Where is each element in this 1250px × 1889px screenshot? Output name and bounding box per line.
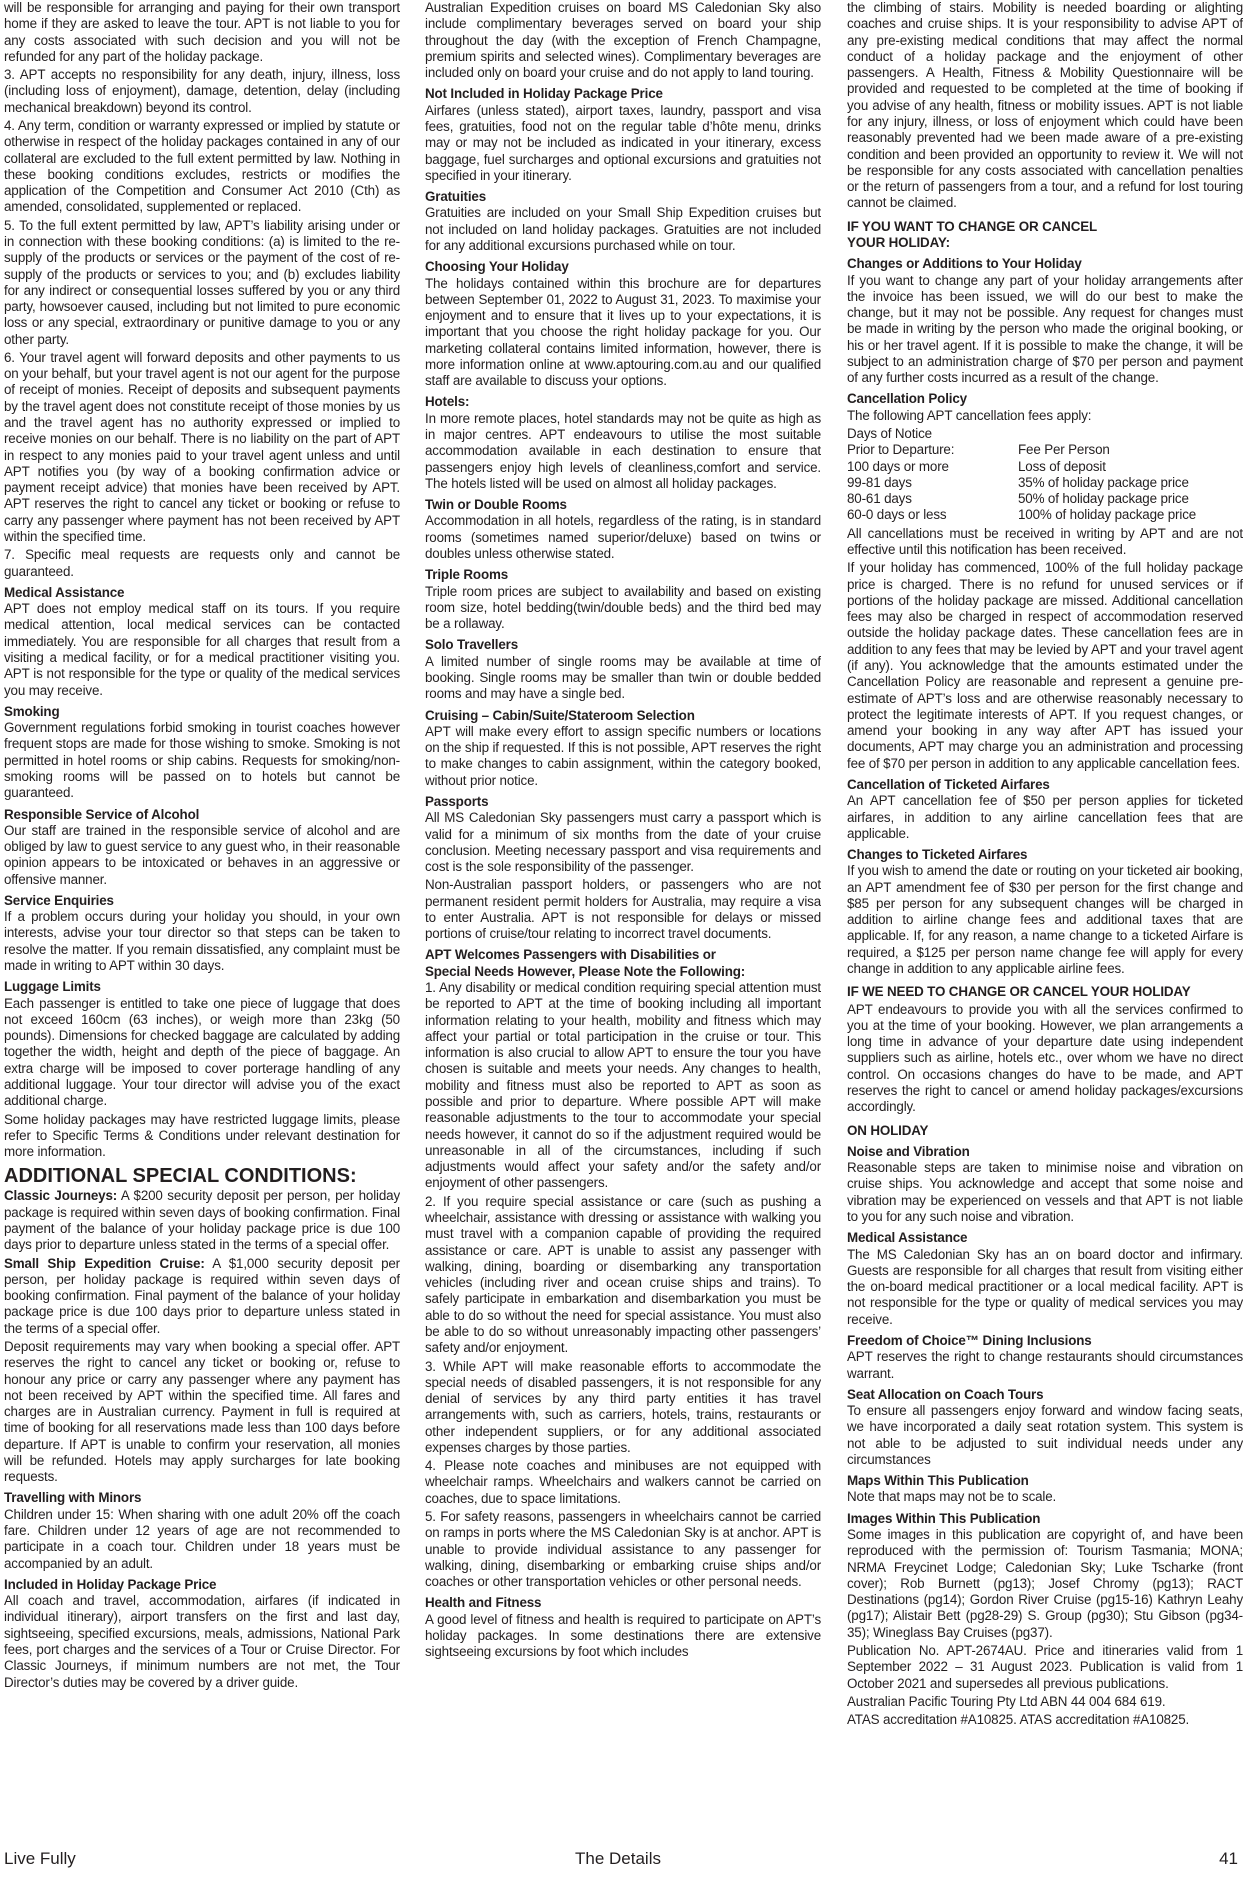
section-heading-images: Images Within This Publication: [847, 1510, 1041, 1526]
heading-line: Special Needs However, Please Note the Following:: [425, 963, 746, 979]
section-heading-changes-additions: Changes or Additions to Your Holiday: [847, 256, 1082, 272]
paragraph: Some holiday packages may have restricted luggage limits, please refer to Specific Terms & Conditions under relevant destination for more information.: [4, 1111, 400, 1160]
section-heading-luggage: Luggage Limits: [4, 979, 101, 995]
paragraph: To ensure all passengers enjoy forward and window facing seats, we have incorporated a daily seat rotation system. This system is not able to be adjusted to suit individual needs under any circumstances: [847, 1403, 1243, 1467]
paragraph: 5. To the full extent permitted by law, APT’s liability arising under or in connection with these booking conditions: (a) is limited to the re-supply of the products or services or the payment of the cost of re-supply of the products or services to you; and (b) excludes liability for any indirect or consequential losses suffered by you or any third party, howsoever caused, including but not limited to pure economic loss or any special, extraordinary or punitive damage to you or any other party.: [4, 217, 400, 347]
lead-label: Classic Journeys:: [4, 1188, 118, 1204]
heading-line: APT Welcomes Passengers with Disabilities or: [425, 947, 716, 963]
fee-days: 80-61 days: [847, 491, 912, 507]
section-heading-hotels: Hotels:: [425, 394, 470, 410]
fee-days: 100 days or more: [847, 458, 949, 474]
paragraph: 4. Please note coaches and minibuses are not equipped with wheelchair ramps. Wheelchairs and walkers cannot be carried on coaches, due to space limitations.: [425, 1458, 821, 1506]
paragraph: Each passenger is entitled to take one piece of luggage that does not exceed 160cm (63 inches), or weigh more than 23kg (50 pounds). Dimensions for checked baggage are calculated by adding together the width, height and depth of the piece of baggage. An extra charge will be imposed to cover porterage handling of any additional luggage. Your tour director will advise you of the exact additional charge.: [4, 995, 400, 1109]
paragraph: [4, 1188, 400, 1253]
paragraph: APT does not employ medical staff on its tours. If you require medical attention, local medical services can be contacted immediately. You are responsible for all charges that result from a visiting a medical facility, or for a medical practitioner visiting you. APT is not responsible for the type or quality of the medical services you may receive.: [4, 601, 400, 698]
section-heading-medical: Medical Assistance: [4, 584, 125, 600]
paragraph: If you wish to amend the date or routing on your ticketed air booking, an APT amendment fee of $30 per person for the first change and $85 per person for any subsequent changes will be charged in addition to airline change fees and additional taxes that are applicable. If, for any reason, a name change to a ticketed Airfare is required, a $125 per person name change fee will apply for every change in addition to any applicable airline fees.: [847, 863, 1243, 977]
fee-table-header: [847, 442, 1243, 458]
paragraph: If you want to change any part of your holiday arrangements after the invoice has been issued, we will do our best to make the change, but it may not be possible. Any request for changes must be made in writing by the person who made the original booking, or his or her travel agent. If it is possible to make the change, it will be subject to an administration charge of $70 per person and payment of any further costs incurred as a result of the change.: [847, 272, 1243, 386]
paragraph: 2. If you require special assistance or care (such as pushing a wheelchair, assistance with dressing or assistance with walking you must travel with a companion capable of providing the required assistance or care. APT is unable to assist any passenger with walking, dining, boarding or disembarking any transportation vehicles (including river and ocean cruise ships and trains). To safely participate in embarkation and disembarkation you must be able to do so without the need for special assistance. You must also be able to do so without unreasonably impacting other passengers’ safety and/or enjoyment.: [425, 1193, 821, 1356]
cancellation-fee-table: [847, 426, 1243, 524]
paragraph: The holidays contained within this brochure are for departures between September 01, 2022 to August 31, 2023. To maximise your enjoyment and to ensure that it lives up to your expectations, it is important that you choose the right holiday package for you. Our marketing collateral contains limited information, however, there is more information online at www.aptouring.com.au and our qualified staff are available to discuss your options.: [425, 275, 821, 389]
paragraph: Australian Pacific Touring Pty Ltd ABN 44 004 684 619.: [847, 1693, 1166, 1709]
paragraph: If a problem occurs during your holiday you should, in your own interests, advise your tour director so that steps can be taken to resolve the matter. If you remain dissatisfied, any complaint must be made in writing to APT within 30 days.: [4, 909, 400, 974]
paragraph: All cancellations must be received in writing by APT and are not effective until this notification has been received.: [847, 525, 1243, 557]
paragraph: the climbing of stairs. Mobility is needed boarding or alighting coaches and cruise ships. It is your responsibility to advise APT of any pre-existing medical conditions that may affect the normal conduct of a holiday package and the enjoyment of other passengers. A Health, Fitness & Mobility Questionnaire will be provided and requested to be completed at the time of booking if you advise of any health, fitness or mobility issues. APT is not liable for any injury, illness, or loss of enjoyment which could have been reasonably prevented had we been made aware of a pre-existing condition and been provided an opportunity to review it. We will not be responsible for any costs associated with cancellation penalties or the return of passengers from a tour, and a refund for lost touring cannot be claimed.: [847, 0, 1243, 211]
paragraph: Non-Australian passport holders, or passengers who are not permanent resident permit holders for Australia, may require a visa to enter Australia. APT is not responsible for delays or missed portions of cruise/tour relating to incorrect travel documents.: [425, 877, 821, 942]
major-heading-you-change: [847, 219, 1243, 252]
paragraph: A good level of fitness and health is required to participate on APT’s holiday packages. In some destinations there are extensive sightseeing excursions by foot which includes: [425, 1611, 821, 1660]
footer-section-title: The Details: [575, 1849, 661, 1868]
fee-table-row: [847, 507, 1243, 523]
column-middle: [425, 0, 821, 1800]
paragraph: Australian Expedition cruises on board MS Caledonian Sky also include complimentary beverages served on board your ship throughout the day (with the exception of French Champagne, premium spirits and selected wines). Complimentary beverages are included only on board your cruise and do not apply to land touring.: [425, 0, 821, 81]
paragraph: The following APT cancellation fees apply:: [847, 407, 1092, 423]
section-heading-cancellation-policy: Cancellation Policy: [847, 391, 967, 407]
section-heading-seat: Seat Allocation on Coach Tours: [847, 1386, 1044, 1402]
section-heading-gratuities: Gratuities: [425, 189, 487, 205]
paragraph: Gratuities are included on your Small Ship Expedition cruises but not included on land holiday packages. Gratuities are not included for any additional excursions purchased while on tour.: [425, 205, 821, 253]
section-heading-triple: Triple Rooms: [425, 567, 509, 583]
paragraph: Publication No. APT-2674AU. Price and itineraries valid from 1 September 2022 – 31 August 2023. Publication is valid from 1 October 2021 and supersedes all previous publications.: [847, 1643, 1243, 1691]
fee-table-label-row: [847, 426, 1243, 442]
paragraph: will be responsible for arranging and paying for their own transport home if they are asked to leave the tour. APT is not liable to you for any costs associated with such decision and you will not be refunded for any part of the holiday package.: [4, 0, 400, 64]
paragraph: 3. APT accepts no responsibility for any death, injury, illness, loss (including loss of enjoyment), damage, detention, delay (including mechanical breakdown) beyond its control.: [4, 67, 400, 115]
lead-label: Small Ship Expedition Cruise:: [4, 1255, 205, 1271]
paragraph: APT reserves the right to change restaurants should circumstances warrant.: [847, 1349, 1243, 1381]
column-left: [4, 0, 400, 1800]
heading-line: IF YOU WANT TO CHANGE OR CANCEL: [847, 218, 1098, 234]
section-heading-health: Health and Fitness: [425, 1595, 542, 1611]
page-number: 41: [1219, 1849, 1238, 1868]
paragraph: 6. Your travel agent will forward deposits and other payments to us on your behalf, but your travel agent is not our agent for the purpose of receipt of monies. Receipt of deposits and subsequent payments by the travel agent does not constitute receipt of those monies by us and the travel agent has no authority expressed or implied to receive monies on our behalf. There is no liability on the part of APT in respect to any monies paid to your travel agent unless and until APT notifies you (by way of a booking confirmation advice or payment receipt advice) that monies have been received by APT. APT reserves the right to cancel any ticket or booking or refuse to carry any passenger where payment has not been received by APT within the specified time.: [4, 349, 400, 544]
paragraph: Deposit requirements may vary when booking a special offer. APT reserves the right to cancel any ticket or booking or, refuse to honour any price or carry any passenger where any payment has not been received by APT within the specified time. All fares and charges are in Australian currency. Payment in full is required at time of booking for all reservations made less than 100 days before departure. If APT is unable to confirm your reservation, all monies will be refunded. Hotels may apply surcharges for late booking requests.: [4, 1338, 400, 1485]
page-footer: [0, 1849, 1250, 1879]
paragraph: 7. Specific meal requests are requests only and cannot be guaranteed.: [4, 547, 400, 579]
paragraph: APT will make every effort to assign specific numbers or locations on the ship if requested. If this is not possible, APT reserves the right to make changes to cabin assignment, within the category booked, without prior notice.: [425, 723, 821, 788]
fee-days: 99-81 days: [847, 474, 912, 490]
paragraph: Triple room prices are subject to availability and based on existing room size, hotel bedding(twin/double beds) and the third bed may be a rollaway.: [425, 583, 821, 632]
major-heading-additional-conditions: ADDITIONAL SPECIAL CONDITIONS:: [4, 1165, 357, 1188]
paragraph: 5. For safety reasons, passengers in wheelchairs cannot be carried on ramps in ports where the MS Caledonian Sky is at anchor. APT is unable to provide individual assistance to any passenger for walking, dining, disembarking or embarking cruise ships and/or coaches or other transportation vehicles or other personal needs.: [425, 1509, 821, 1590]
paragraph: Some images in this publication are copyright of, and have been reproduced with the permission of: Tourism Tasmania; MONA; NRMA Freycinet Lodge; Caledonian Sky; Luke Tscharke (front cover); Rob Burnett (pg13); Josef Chromy (pg13); RACT Destinations (pg14); Gordon River Cruise (pg15-16) Kathryn Leahy (pg17); Alistair Bett (pg28-29) S. Group (pg30); Stu Gibson (pg34-35); Wineglass Bay Cruises (pg37).: [847, 1527, 1243, 1640]
paragraph: 1. Any disability or medical condition requiring special attention must be reported to APT at the time of booking including all important information relating to your health, mobility and fitness which may affect your partial or total participation in the cruise or tour. This information is also crucial to allow APT to ensure the tour you have chosen is suitable and meets your needs. Any changes to health, mobility and fitness must also be reported to APT as soon as possible and prior to departure. Where possible APT will make reasonable adjustments to the tour to accommodate your special needs however, it cannot do so if the adjustment required would be unreasonable in all of the circumstances, including if such adjustments would affect your safety and/or the safety and/or enjoyment of other passengers.: [425, 980, 821, 1191]
section-heading-cancel-airfares: Cancellation of Ticketed Airfares: [847, 776, 1050, 792]
fee-table-row: [847, 491, 1243, 507]
column-right: [847, 0, 1243, 1800]
paragraph: If your holiday has commenced, 100% of the full holiday package price is charged. There is no refund for unused services or if portions of the holiday package are missed. Additional cancellation fees may also be charged in respect of accommodation reserved outside the holiday package dates. These cancellation fees are in addition to any fees that may be levied by APT and your travel agent (if any). You acknowledge that the amounts estimated under the Cancellation Policy are reasonable and represent a genuine pre-estimate of APT’s loss and are otherwise reasonably necessary to protect the legitimate interests of APT. If you request changes, or amend your booking in any way after APT has issued your documents, APT may charge you an administration and processing fee of $70 per person in addition to any applicable cancellation fees.: [847, 560, 1243, 771]
lead-text: A $1,000 security deposit per person, per holiday package is required within seven days of booking confirmation. Final payment of the balance of your holiday package price is due 100 days prior to departure unless stated in the terms of a special offer.: [4, 1255, 400, 1336]
section-heading-solo: Solo Travellers: [425, 637, 519, 653]
fee-table-label: Days of Notice: [847, 426, 932, 442]
fee-table-row: [847, 475, 1243, 491]
paragraph: The MS Caledonian Sky has an on board doctor and infirmary. Guests are responsible for all charges that result from visiting either the on-board medical practitioner or a local medical facility. APT is not responsible for the type or quality of medical services you may receive.: [847, 1246, 1243, 1327]
section-heading-welcome: [425, 947, 821, 980]
fee-table-header-fee: Fee Per Person: [1018, 442, 1110, 458]
paragraph: Airfares (unless stated), airport taxes, laundry, passport and visa fees, gratuities, food not on the regular table d’hôte menu, drinks may or may not be included as indicated in your itinerary, excess baggage, fuel surcharges and optional excursions and gratuities not specified in your itinerary.: [425, 102, 821, 183]
lead-text: A $200 security deposit per person, per holiday package is required within seven days of booking confirmation. Final payment of the balance of your holiday package price is due 100 days prior to departure unless stated in the terms of a special offer.: [4, 1188, 400, 1253]
section-heading-passports: Passports: [425, 793, 489, 809]
section-heading-minors: Travelling with Minors: [4, 1490, 142, 1506]
paragraph: [4, 1256, 400, 1337]
paragraph: Our staff are trained in the responsible service of alcohol and are obliged by law to guest service to any guest who, in their reasonable opinion appears to be intoxicated or behaves in an aggressive or offensive manner.: [4, 822, 400, 887]
fee-table-header-days: Prior to Departure:: [847, 442, 955, 458]
section-heading-noise: Noise and Vibration: [847, 1143, 970, 1159]
paragraph: APT endeavours to provide you with all the services confirmed to you at the time of your booking. However, we plan arrangements a long time in advance of your departure date using independent suppliers such as airline, hotels etc., over whom we have no direct control. On occasions changes do have to be made, and APT reserves the right to cancel or amend holiday packages/excursions accordingly.: [847, 1001, 1243, 1115]
section-heading-cruising: Cruising – Cabin/Suite/Stateroom Selection: [425, 707, 695, 723]
section-heading-choosing: Choosing Your Holiday: [425, 259, 569, 275]
fee-days: 60-0 days or less: [847, 507, 947, 523]
fee-amount: Loss of deposit: [1018, 458, 1106, 474]
heading-line: YOUR HOLIDAY:: [847, 234, 950, 250]
paragraph: 3. While APT will make reasonable efforts to accommodate the special needs of disabled passengers, it is not responsible for any denial of services by any third party entities it has travel arrangements with, such as carriers, hotels, trains, restaurants or other independent suppliers, or for any additional associated expenses charges by those parties.: [425, 1358, 821, 1455]
paragraph: All coach and travel, accommodation, airfares (if indicated in individual itinerary), airport transfers on the first and last day, sightseeing, specified excursions, meals, admissions, National Park fees, port charges and the services of a Tour or Cruise Director. For Classic Journeys, if minimum numbers are not met, the Tour Director’s duties may be covered by a driver guide.: [4, 1593, 400, 1690]
fee-amount: 100% of holiday package price: [1018, 507, 1197, 523]
fee-amount: 50% of holiday package price: [1018, 491, 1189, 507]
section-heading-service: Service Enquiries: [4, 892, 114, 908]
major-heading-we-change: IF WE NEED TO CHANGE OR CANCEL YOUR HOLIDAY: [847, 984, 1191, 1000]
section-heading-dining: Freedom of Choice™ Dining Inclusions: [847, 1332, 1092, 1348]
paragraph: A limited number of single rooms may be available at time of booking. Single rooms may be smaller than twin or double bedded rooms and may have a single bed.: [425, 653, 821, 702]
paragraph: In more remote places, hotel standards may not be quite as high as in major centres. APT endeavours to utilise the most suitable accommodation available in each destination to ensure that passengers enjoy high levels of cleanliness,comfort and service. The hotels listed will be used on almost all holiday packages.: [425, 410, 821, 491]
paragraph: All MS Caledonian Sky passengers must carry a passport which is valid for a minimum of six months from the date of your cruise conclusion. Meeting necessary passport and visa requirements and cost is the sole responsibility of the passenger.: [425, 810, 821, 875]
paragraph: ATAS accreditation #A10825. ATAS accreditation #A10825.: [847, 1712, 1190, 1728]
fee-amount: 35% of holiday package price: [1018, 474, 1189, 490]
paragraph: 4. Any term, condition or warranty expressed or implied by statute or otherwise in respect of the holiday packages contained in any of our collateral are excluded to the full extent permitted by law. Nothing in these booking conditions excludes, restricts or modifies the application of the Competition and Consumer Act 2010 (Cth) as amended, consolidated, supplemented or replaced.: [4, 117, 400, 215]
fee-table-row: [847, 459, 1243, 475]
paragraph: Note that maps may not be to scale.: [847, 1489, 1057, 1505]
section-heading-change-airfares: Changes to Ticketed Airfares: [847, 847, 1028, 863]
section-heading-twin: Twin or Double Rooms: [425, 497, 567, 513]
section-heading-maps: Maps Within This Publication: [847, 1473, 1029, 1489]
paragraph: Accommodation in all hotels, regardless of the rating, is in standard rooms (sometimes named superior/deluxe) based on twins or doubles unless otherwise stated.: [425, 513, 821, 561]
major-heading-on-holiday: ON HOLIDAY: [847, 1122, 929, 1138]
section-heading-alcohol: Responsible Service of Alcohol: [4, 806, 200, 822]
section-heading-not-included: Not Included in Holiday Package Price: [425, 86, 663, 102]
paragraph: Reasonable steps are taken to minimise noise and vibration on cruise ships. You acknowledge and accept that some noise and vibration may be experienced on vessels and that APT is not liable to you for any such noise and vibration.: [847, 1160, 1243, 1224]
paragraph: An APT cancellation fee of $50 per person applies for ticketed airfares, in addition to any airline cancellation fees that are applicable.: [847, 793, 1243, 841]
paragraph: Government regulations forbid smoking in tourist coaches however frequent stops are made for those wishing to smoke. Smoking is not permitted in hotel rooms or ship cabins. Requests for smoking/non-smoking rooms will be passed on to hotels but cannot be guaranteed.: [4, 720, 400, 801]
section-heading-smoking: Smoking: [4, 703, 60, 719]
footer-tagline: Live Fully: [4, 1849, 76, 1868]
section-heading-included: Included in Holiday Package Price: [4, 1576, 217, 1592]
section-heading-medical: Medical Assistance: [847, 1230, 968, 1246]
paragraph: Children under 15: When sharing with one adult 20% off the coach fare. Children under 12 years of age are not recommended to participate in a coach tour. Children under 18 years must be accompanied by an adult.: [4, 1506, 400, 1571]
